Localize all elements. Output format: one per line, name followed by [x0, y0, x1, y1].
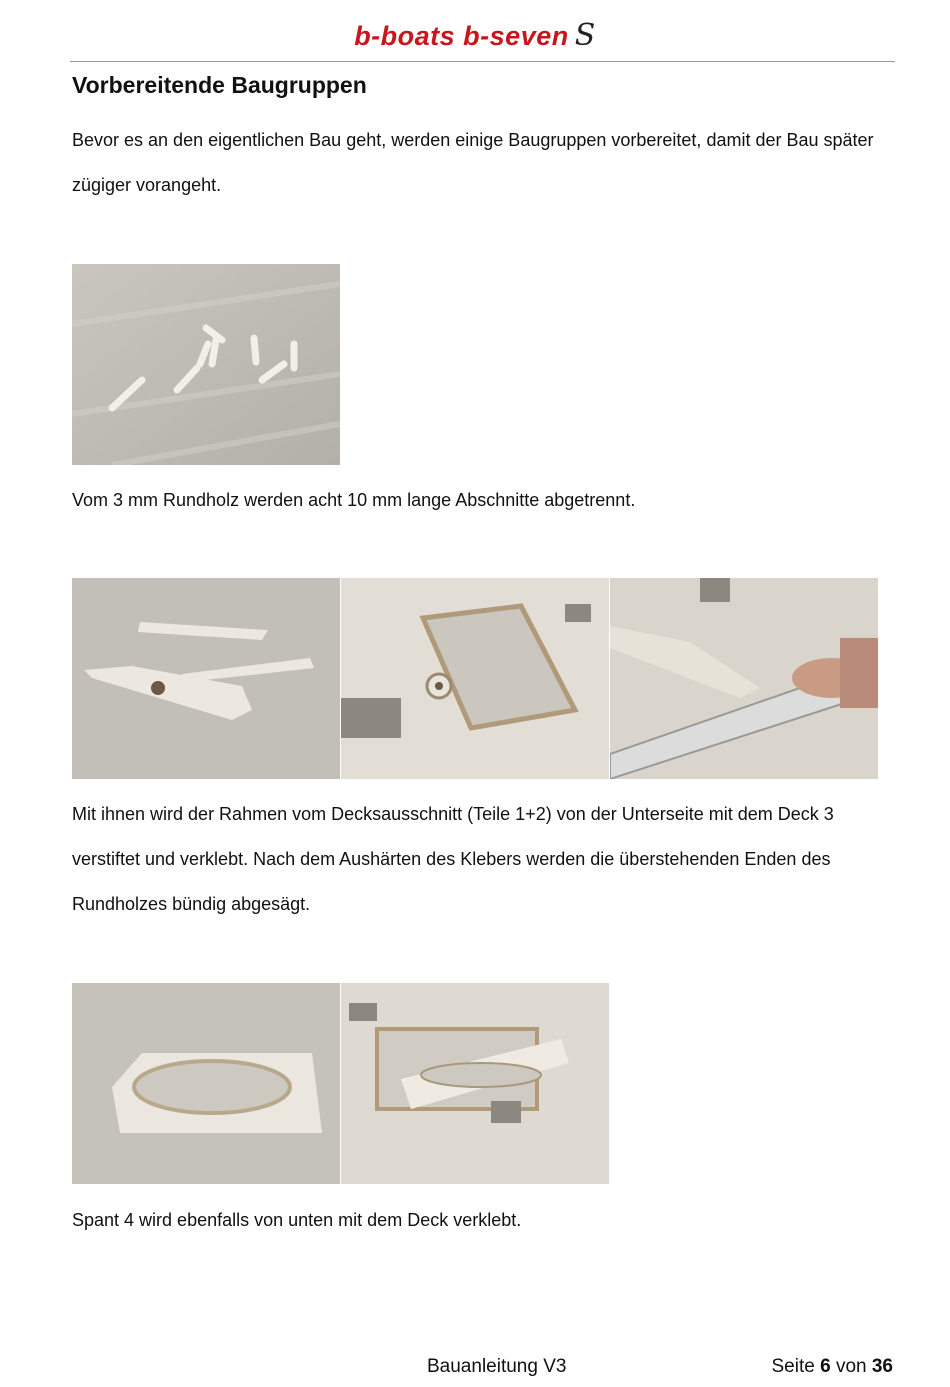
footer-page-indicator: [771, 1356, 893, 1378]
page-prefix: Seite: [771, 1356, 815, 1377]
spant-paragraph: Spant 4 wird ebenfalls von unten mit dem Deck verklebt.: [72, 1210, 522, 1230]
brand-suffix: S: [574, 18, 596, 53]
intro-paragraph: Bevor es an den eigentlichen Bau geht, werden einige Baugruppen vorbereitet, damit der Bau später zügiger vorangeht.: [72, 130, 874, 195]
header-divider: [70, 61, 895, 62]
dowels-paragraph: Vom 3 mm Rundholz werden acht 10 mm lange Abschnitte abgetrennt.: [72, 490, 636, 510]
brand-name: b-boats b-seven: [354, 21, 569, 51]
page-separator: von: [835, 1356, 867, 1377]
brand-logo: [0, 18, 950, 53]
photo-spant-4: [72, 983, 340, 1184]
photo-spant-on-deck: [341, 983, 609, 1184]
page-number: 6: [820, 1356, 831, 1377]
frame-paragraph: Mit ihnen wird der Rahmen vom Decksausschnitt (Teile 1+2) von der Unterseite mit dem Deck 3 verstiftet und verklebt. Nach dem Aushärten des Klebers werden die überstehenden Enden des Rundholzes bündig abgesägt.: [72, 804, 834, 914]
page-title: Vorbereitende Baugruppen: [72, 72, 367, 98]
photo-dowel-pieces: [72, 264, 340, 465]
footer-doc-label: Bauanleitung V3: [427, 1356, 567, 1377]
page-total: 36: [871, 1356, 893, 1377]
photo-sawing-dowels: [610, 578, 878, 779]
photo-frame-on-deck: [341, 578, 609, 779]
photo-frame-parts: [72, 578, 340, 779]
